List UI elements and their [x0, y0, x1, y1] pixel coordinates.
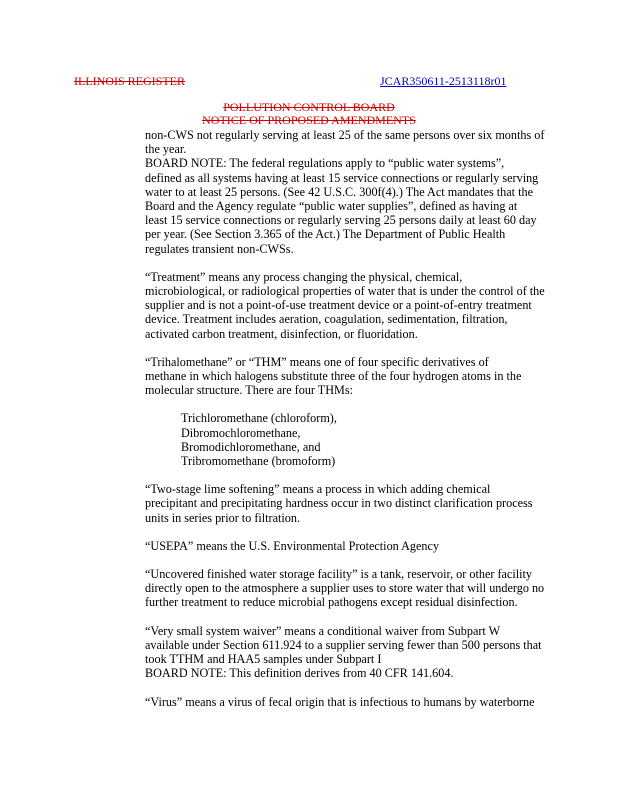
text-line: the year.	[145, 142, 187, 157]
definition-uncovered-storage: “Uncovered finished water storage facility” is a tank, reservoir, or other facility	[145, 567, 532, 582]
register-name: ILLINOIS REGISTER	[74, 74, 185, 88]
text-line: microbiological, or radiological properties of water that is under the control of the	[145, 284, 545, 299]
text-line: precipitant and precipitating hardness occur in two distinct clarification process	[145, 496, 533, 511]
list-item: Tribromomethane (bromoform)	[181, 454, 336, 469]
board-note-line: Board and the Agency regulate “public water supplies”, defined as having at	[145, 199, 518, 214]
definition-usepa: “USEPA” means the U.S. Environmental Protection Agency	[145, 538, 440, 553]
text-line: directly open to the atmosphere a supplier uses to store water that will undergo no	[145, 581, 545, 596]
definition-virus: “Virus” means a virus of fecal origin that is infectious to humans by waterborne	[145, 694, 535, 709]
text-line: available under Section 611.924 to a supplier serving fewer than 500 persons that	[145, 637, 542, 652]
definition-trihalomethane: “Trihalomethane” or “THM” means one of four specific derivatives of	[145, 354, 489, 369]
text-line: non-CWS not regularly serving at least 25 of the same persons over six months of	[145, 128, 545, 142]
document-code: JCAR350611-2513118r01	[380, 74, 507, 88]
thm-list	[145, 411, 595, 468]
notice-title: NOTICE OF PROPOSED AMENDMENTS	[202, 113, 416, 127]
board-note-line: BOARD NOTE: This definition derives from 40 CFR 141.604.	[145, 666, 454, 681]
text-line: molecular structure. There are four THMs:	[145, 383, 354, 398]
text-line: methane in which halogens substitute three of the four hydrogen atoms in the	[145, 369, 522, 384]
board-note-line: least 15 service connections or regularly serving 25 persons daily at least 60 day	[145, 213, 537, 228]
board-note-line: water to at least 25 persons. (See 42 U.S.C. 300f(4).) The Act mandates that the	[145, 184, 533, 199]
list-item: Trichloromethane (chloroform),	[181, 411, 337, 426]
definition-treatment: “Treatment” means any process changing the physical, chemical,	[145, 269, 463, 284]
board-note-line: regulates transient non-CWSs.	[145, 241, 294, 256]
board-note-line: defined as all systems having at least 15 service connections or regularly serving	[145, 170, 539, 185]
text-line: took TTHM and HAA5 samples under Subpart I	[145, 652, 382, 667]
text-line: activated carbon treatment, disinfection, or fluoridation.	[145, 326, 418, 341]
list-item: Dibromochloromethane,	[181, 425, 301, 440]
definition-two-stage-lime: “Two-stage lime softening” means a process in which adding chemical	[145, 482, 491, 497]
board-note-line: per year. (See Section 3.365 of the Act.) The Department of Public Health	[145, 227, 506, 242]
definition-very-small-system-waiver: “Very small system waiver” means a conditional waiver from Subpart W	[145, 623, 501, 638]
text-line: units in series prior to filtration.	[145, 510, 301, 525]
board-note-line: BOARD NOTE: The federal regulations apply to “public water systems”,	[145, 156, 505, 171]
text-line: further treatment to reduce microbial pathogens except residual disinfection.	[145, 595, 518, 610]
board-title: POLLUTION CONTROL BOARD	[223, 100, 395, 114]
list-item: Bromodichloromethane, and	[181, 439, 321, 454]
text-line: device. Treatment includes aeration, coagulation, sedimentation, filtration,	[145, 312, 508, 327]
document-body	[145, 128, 595, 709]
text-line: supplier and is not a point-of-use treatment device or a point-of-entry treatment	[145, 298, 532, 313]
